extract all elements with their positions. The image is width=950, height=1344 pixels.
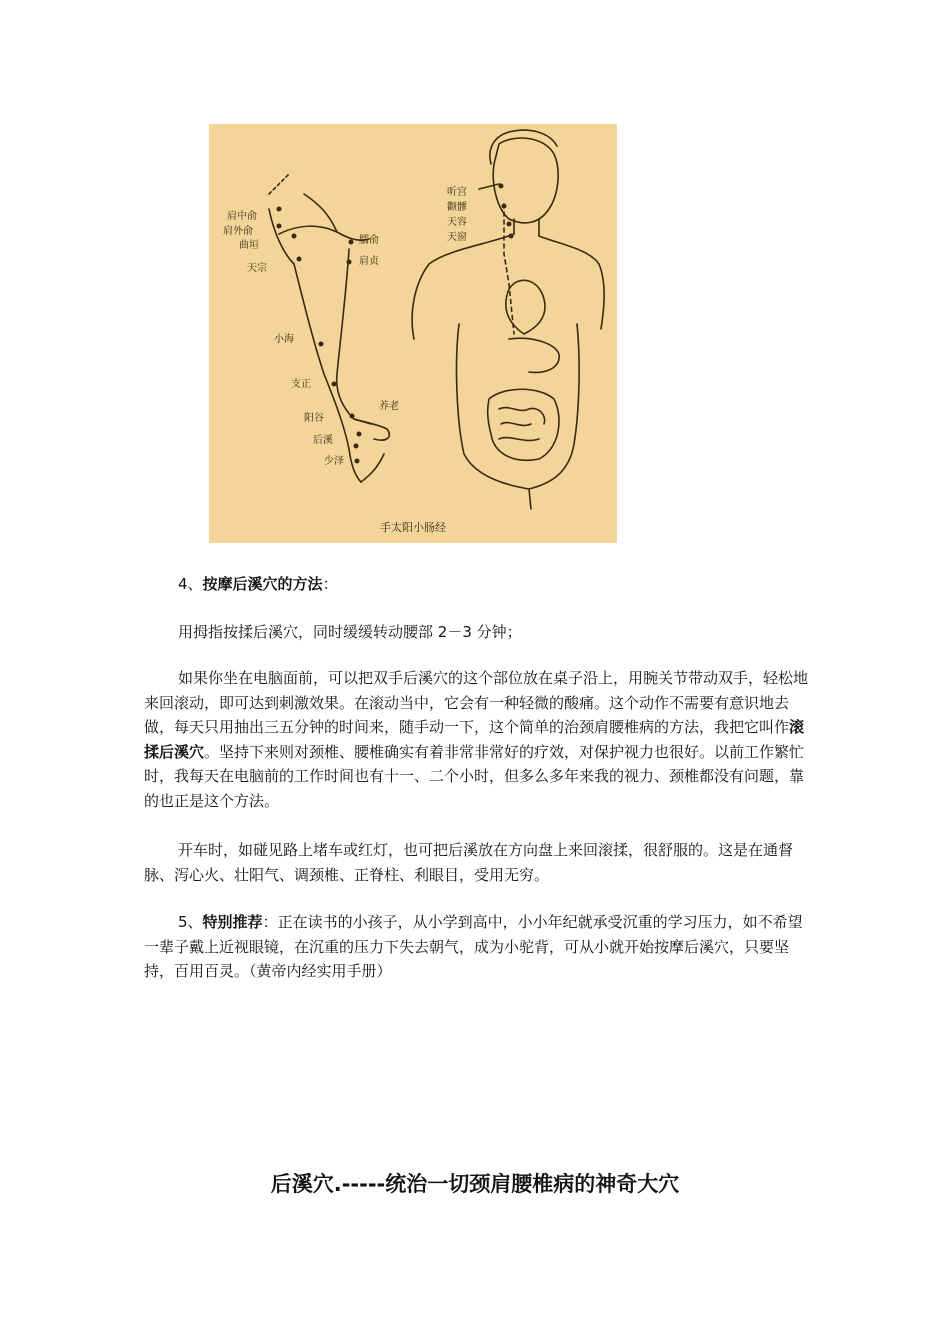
section5-paragraph xyxy=(144,910,816,984)
label-jianwaishu: 肩外俞 xyxy=(223,226,253,237)
section4-paragraph-2-bold: 滚揉后溪穴 xyxy=(144,718,805,761)
section4-paragraph-1: 用拇指按揉后溪穴，同时缓缓转动腰部 2－3 分钟； xyxy=(178,623,522,641)
label-tianrong: 天容 xyxy=(447,217,467,228)
section5-text: ：正在读书的小孩子，从小学到高中，小小年纪就承受沉重的学习压力，如不希望一辈子戴上近视眼镜，在沉重的压力下失去朝气，成为小驼背，可从小就开始按摩后溪穴，只要坚持，百用百灵。（黄帝内经实用手册） xyxy=(144,913,803,980)
label-shaoze: 少泽 xyxy=(324,456,344,467)
label-xiaohai: 小海 xyxy=(274,334,294,345)
section4-heading xyxy=(144,572,816,597)
label-tinggong: 听宫 xyxy=(447,187,467,198)
section4-paragraph-2 xyxy=(144,666,816,813)
section4-paragraph-2-b: 。坚持下来则对颈椎、腰椎确实有着非常非常好的疗效，对保护视力也很好。以前工作繁忙时，我每天在电脑前的工作时间也有十一、二个小时，但多么多年来我的视力、颈椎都没有问题，靠的也正是这个方法。 xyxy=(144,742,805,810)
section5-num: 5、 xyxy=(178,913,203,931)
label-yanggu: 阳谷 xyxy=(304,413,324,424)
section4-heading-colon: ： xyxy=(322,575,338,593)
label-tianchuang: 天窗 xyxy=(447,232,467,243)
label-quyuan: 曲垣 xyxy=(239,240,259,251)
label-houxi: 后溪 xyxy=(313,435,333,446)
label-tianzong: 天宗 xyxy=(247,263,267,274)
page-title: 后溪穴.-----统治一切颈肩腰椎病的神奇大穴 xyxy=(270,1172,680,1196)
section5-bold: 特别推荐 xyxy=(202,913,263,931)
label-yanglao: 养老 xyxy=(379,401,399,412)
label-naoshu: 臑俞 xyxy=(359,235,379,246)
label-quanliao: 颧髎 xyxy=(447,202,467,213)
meridian-illustration xyxy=(209,124,617,543)
label-jianzhen: 肩贞 xyxy=(359,256,379,267)
meridian-drawing xyxy=(209,124,617,543)
label-jianzhongshu: 肩中俞 xyxy=(227,211,257,222)
label-zhizheng: 支正 xyxy=(291,379,311,390)
figure-caption: 手太阳小肠经 xyxy=(380,521,446,534)
section4-heading-num: 4、 xyxy=(178,575,203,593)
section4-paragraph-2-a: 如果你坐在电脑面前，可以把双手后溪穴的这个部位放在桌子沿上，用腕关节带动双手，轻松地来回滚动，即可达到刺激效果。在滚动当中，它会有一种轻微的酸痛。这个动作不需要有意识地去做，每天只用抽出三五分钟的时间来，随手动一下，这个简单的治颈肩腰椎病的方法，我把它叫作 xyxy=(144,669,809,736)
section4-paragraph-3: 开车时，如碰见路上堵车或红灯，也可把后溪放在方向盘上来回滚揉，很舒服的。这是在通督脉、泻心火、壮阳气、调颈椎、正脊柱、利眼目，受用无穷。 xyxy=(144,841,794,884)
section4-heading-bold: 按摩后溪穴的方法 xyxy=(202,575,323,593)
